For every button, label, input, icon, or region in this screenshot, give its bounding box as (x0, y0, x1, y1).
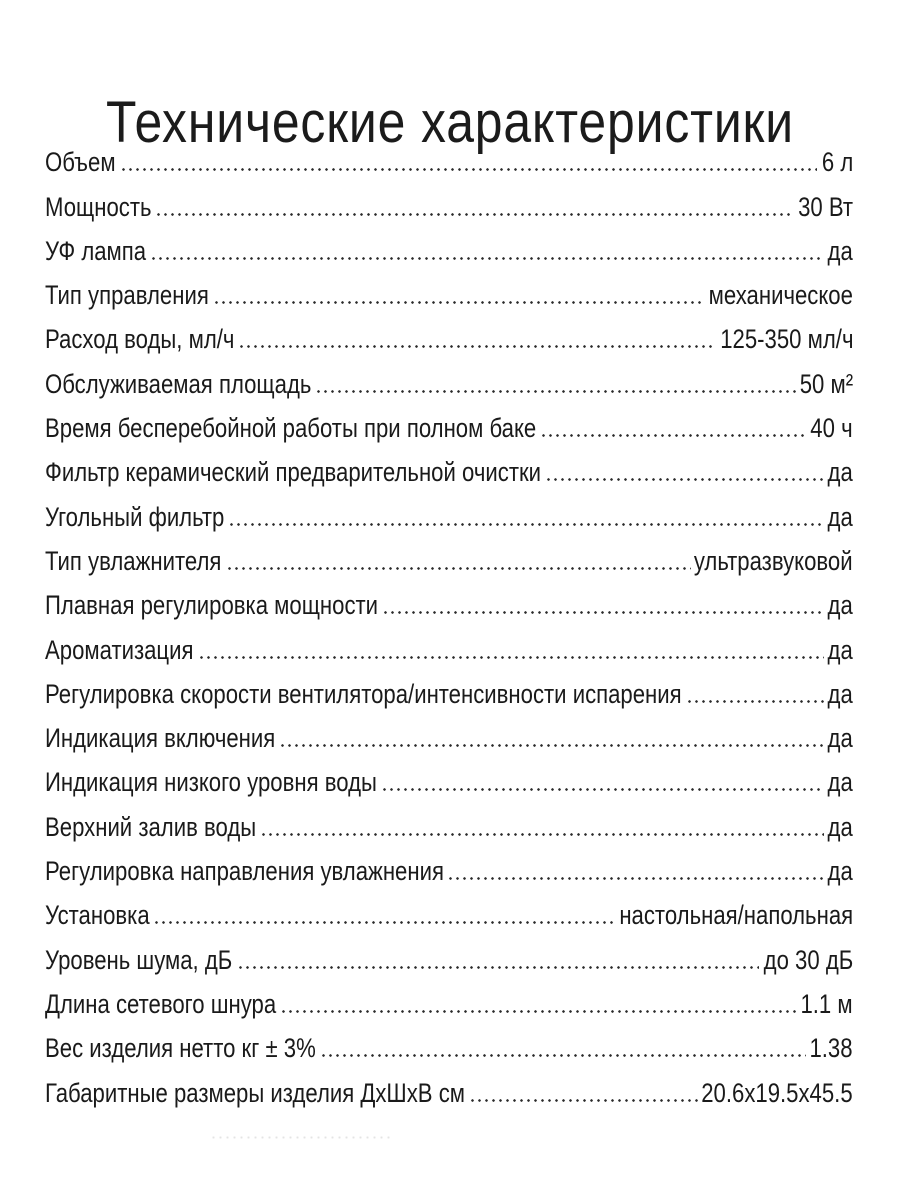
spec-value: да (827, 634, 853, 665)
spec-value: 6 л (821, 147, 853, 178)
spec-row (45, 581, 853, 625)
spec-value: до 30 дБ (763, 944, 853, 975)
spec-label: Расход воды, мл/ч (45, 324, 235, 355)
spec-label: Индикация низкого уровня воды (45, 767, 377, 798)
spec-row (45, 271, 853, 315)
dot-leader (228, 523, 824, 526)
spec-value: 30 Вт (798, 191, 853, 222)
dot-leader (226, 567, 691, 570)
spec-value: механическое (708, 280, 853, 311)
spec-value: да (827, 501, 853, 532)
spec-value: да (827, 457, 853, 488)
spec-value: 1.1 м (800, 988, 853, 1019)
dot-leader (198, 656, 824, 659)
dot-leader (237, 966, 759, 969)
dot-leader (320, 1054, 806, 1057)
spec-label: Габаритные размеры изделия ДхШхВ см (45, 1077, 466, 1108)
spec-row (45, 1068, 853, 1112)
dot-leader (120, 168, 818, 171)
spec-row (45, 227, 853, 271)
spec-value: 20.6x19.5x45.5 (701, 1077, 853, 1108)
spec-label: Время бесперебойной работы при полном баке (45, 413, 537, 444)
spec-value: ультразвуковой (694, 545, 853, 576)
spec-row (45, 935, 853, 979)
spec-row (45, 448, 853, 492)
spec-label: Индикация включения (45, 723, 276, 754)
spec-label: Обслуживаемая площадь (45, 368, 312, 399)
spec-value: 50 м² (799, 368, 853, 399)
dot-leader (469, 1099, 698, 1102)
spec-label: Уровень шума, дБ (45, 944, 233, 975)
dot-leader (382, 611, 824, 614)
spec-row (45, 714, 853, 758)
dot-leader (540, 434, 807, 437)
spec-value: 40 ч (810, 413, 853, 444)
spec-value: настольная/напольная (619, 900, 853, 931)
page-title: Технические характеристики (106, 89, 794, 155)
spec-label: Вес изделия нетто кг ± 3% (45, 1033, 316, 1064)
spec-row (45, 758, 853, 802)
spec-value: да (827, 590, 853, 621)
spec-value: 1.38 (809, 1033, 853, 1064)
dot-leader (280, 1010, 797, 1013)
spec-value: да (827, 767, 853, 798)
spec-row (45, 980, 853, 1024)
spec-row (45, 404, 853, 448)
spec-list (45, 138, 853, 1113)
spec-value: да (827, 678, 853, 709)
spec-value: да (827, 856, 853, 887)
spec-row (45, 138, 853, 182)
dot-leader (155, 213, 794, 216)
spec-label: Верхний залив воды (45, 811, 257, 842)
spec-label: Мощность (45, 191, 152, 222)
spec-row (45, 891, 853, 935)
spec-label: Регулировка скорости вентилятора/интенсивности испарения (45, 678, 682, 709)
spec-label: Тип увлажнителя (45, 545, 222, 576)
dot-leader (315, 390, 795, 393)
spec-value: да (827, 723, 853, 754)
spec-label: Регулировка направления увлажнения (45, 856, 444, 887)
dot-leader (213, 301, 705, 304)
dot-leader (153, 921, 615, 924)
spec-row (45, 315, 853, 359)
dot-leader (238, 345, 715, 348)
spec-label: УФ лампа (45, 235, 147, 266)
spec-row (45, 492, 853, 536)
spec-row (45, 802, 853, 846)
spec-row (45, 625, 853, 669)
spec-row (45, 847, 853, 891)
spec-label: Объем (45, 147, 116, 178)
spec-value: 125-350 мл/ч (719, 324, 853, 355)
dot-leader (545, 478, 824, 481)
spec-label: Тип управления (45, 280, 209, 311)
dot-leader (279, 744, 824, 747)
dot-leader (260, 833, 824, 836)
spec-value: да (827, 811, 853, 842)
dot-leader (686, 700, 824, 703)
spec-row (45, 182, 853, 226)
dot-leader (150, 257, 824, 260)
spec-label: Ароматизация (45, 634, 194, 665)
spec-label: Фильтр керамический предварительной очистки (45, 457, 542, 488)
dot-leader (381, 788, 824, 791)
spec-label: Плавная регулировка мощности (45, 590, 379, 621)
spec-row (45, 1024, 853, 1068)
spec-value: да (827, 235, 853, 266)
spec-label: Угольный фильтр (45, 501, 225, 532)
spec-label: Установка (45, 900, 150, 931)
dot-leader (447, 877, 824, 880)
spec-row (45, 359, 853, 403)
spec-row (45, 537, 853, 581)
spec-label: Длина сетевого шнура (45, 988, 277, 1019)
spec-row (45, 670, 853, 714)
faint-dotted-line (210, 1136, 390, 1139)
